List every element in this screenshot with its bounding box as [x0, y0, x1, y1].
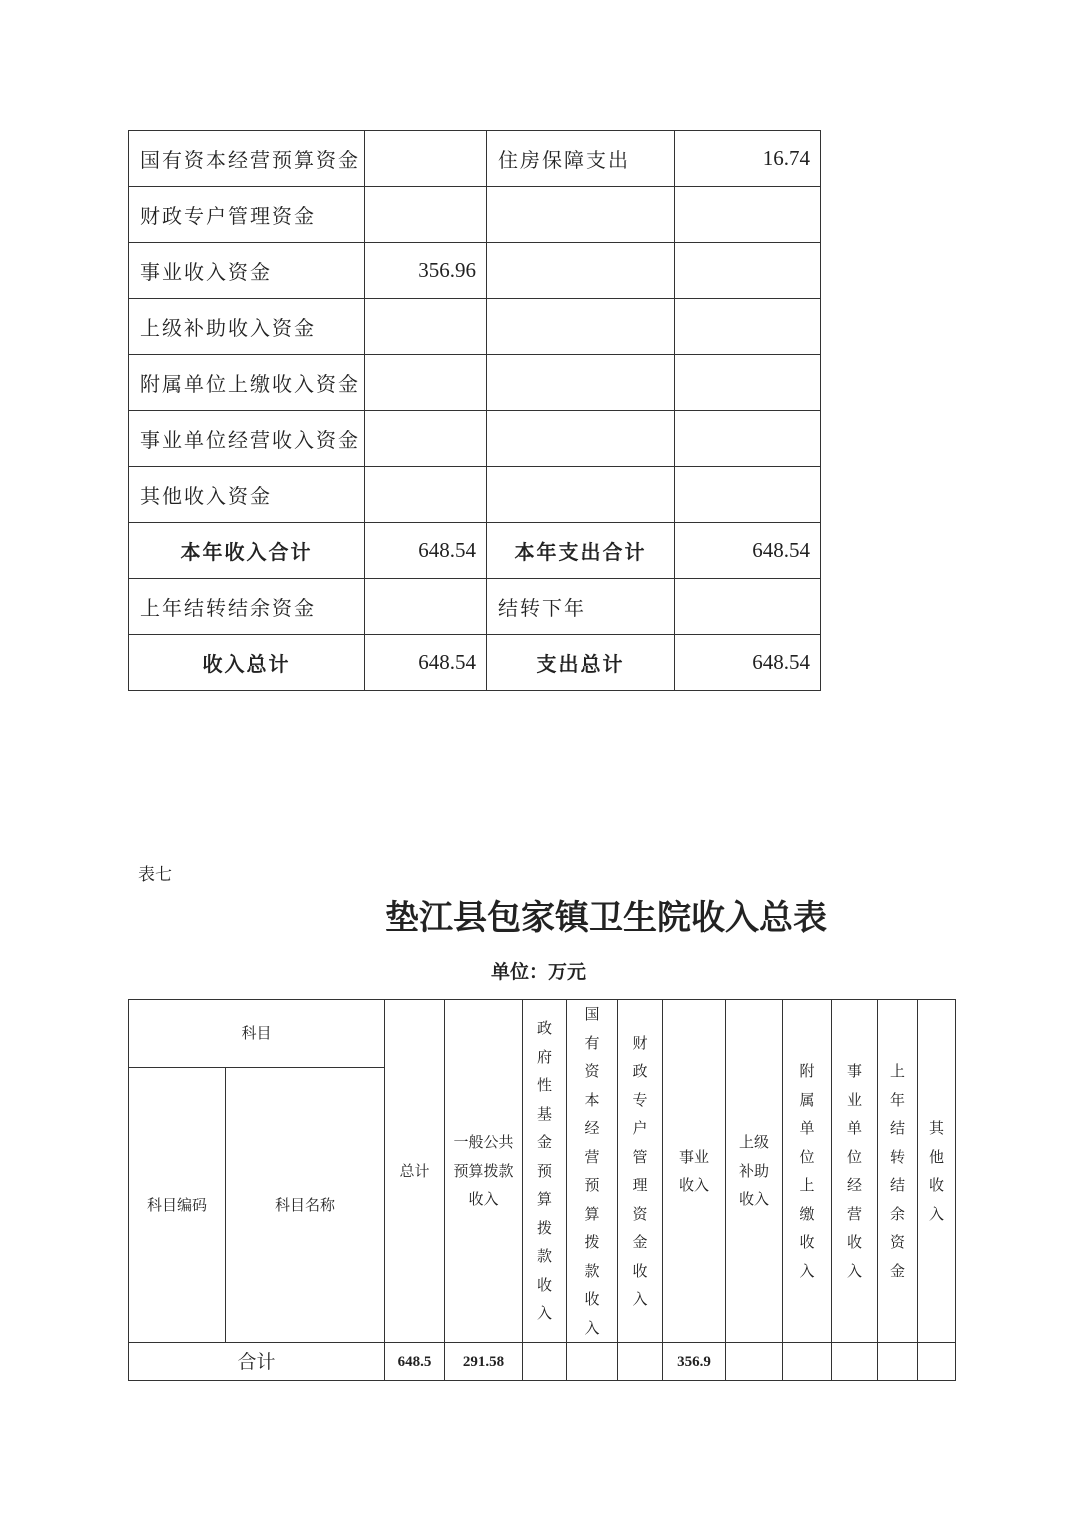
income-item-cell: 国有资本经营预算资金 [129, 131, 365, 187]
table-row [129, 579, 821, 635]
expense-value-cell [675, 579, 821, 635]
expense-item-cell [487, 243, 675, 299]
total-value-cell [726, 1343, 783, 1381]
expense-value-cell [675, 355, 821, 411]
expense-item-cell: 结转下年 [487, 579, 675, 635]
income-value-cell: 648.54 [365, 523, 487, 579]
total-value-cell: 356.9 [663, 1343, 726, 1381]
col-header-gov-fund: 政府性基金预算拨款收入 [523, 1000, 567, 1343]
table-row [129, 187, 821, 243]
table-row [129, 411, 821, 467]
income-value-cell: 356.96 [365, 243, 487, 299]
code-header: 科目编码 [129, 1067, 226, 1342]
expense-value-cell: 16.74 [675, 131, 821, 187]
income-value-cell [365, 187, 487, 243]
table-row [129, 523, 821, 579]
total-value-cell [783, 1343, 832, 1381]
total-value-cell: 291.58 [445, 1343, 523, 1381]
income-item-cell: 本年收入合计 [129, 523, 365, 579]
table-row [129, 243, 821, 299]
total-value-cell [878, 1343, 918, 1381]
total-value-cell [523, 1343, 567, 1381]
income-value-cell [365, 579, 487, 635]
income-item-cell: 事业单位经营收入资金 [129, 411, 365, 467]
total-row-label: 合计 [129, 1343, 385, 1381]
income-item-cell: 附属单位上缴收入资金 [129, 355, 365, 411]
expense-value-cell [675, 467, 821, 523]
table-row [129, 299, 821, 355]
page-title: 垫江县包家镇卫生院收入总表 [385, 898, 827, 938]
col-header-carryover: 上年结转结余资金 [878, 1000, 918, 1343]
expense-item-cell [487, 467, 675, 523]
expense-value-cell [675, 411, 821, 467]
total-value-cell [918, 1343, 956, 1381]
col-header-state-capital: 国有资本经营预算拨款收入 [567, 1000, 618, 1343]
total-value-cell [832, 1343, 878, 1381]
expense-item-cell [487, 187, 675, 243]
expense-item-cell: 支出总计 [487, 635, 675, 691]
income-value-cell [365, 299, 487, 355]
table-row [129, 131, 821, 187]
income-value-cell [365, 355, 487, 411]
subject-header: 科目 [129, 1000, 385, 1068]
income-value-cell: 648.54 [365, 635, 487, 691]
income-value-cell [365, 467, 487, 523]
income-item-cell: 上年结转结余资金 [129, 579, 365, 635]
table-row [129, 635, 821, 691]
expense-value-cell: 648.54 [675, 635, 821, 691]
col-header-general-budget: 一般公共预算拨款收入 [445, 1000, 523, 1343]
expense-value-cell [675, 299, 821, 355]
col-header-superior-subsidy: 上级补助收入 [726, 1000, 783, 1343]
col-header-operating-income: 事业单位经营收入 [832, 1000, 878, 1343]
total-value-cell: 648.5 [385, 1343, 445, 1381]
col-header-other-income: 其他收入 [918, 1000, 956, 1343]
table-number-label: 表七 [138, 865, 172, 885]
expense-item-cell [487, 355, 675, 411]
expense-item-cell: 住房保障支出 [487, 131, 675, 187]
income-expense-summary-table [128, 130, 821, 691]
income-item-cell: 事业收入资金 [129, 243, 365, 299]
col-header-special-account: 财政专户管理资金收入 [618, 1000, 663, 1343]
total-value-cell [618, 1343, 663, 1381]
col-header-total: 总计 [385, 1000, 445, 1343]
expense-value-cell [675, 243, 821, 299]
income-item-cell: 收入总计 [129, 635, 365, 691]
income-item-cell: 上级补助收入资金 [129, 299, 365, 355]
income-item-cell: 其他收入资金 [129, 467, 365, 523]
expense-item-cell [487, 299, 675, 355]
expense-value-cell: 648.54 [675, 523, 821, 579]
expense-item-cell [487, 411, 675, 467]
expense-item-cell: 本年支出合计 [487, 523, 675, 579]
expense-value-cell [675, 187, 821, 243]
unit-label: 单位：万元 [491, 961, 587, 983]
income-value-cell [365, 131, 487, 187]
col-header-affiliated-units: 附属单位上缴收入 [783, 1000, 832, 1343]
income-item-cell: 财政专户管理资金 [129, 187, 365, 243]
col-header-business-income: 事业收入 [663, 1000, 726, 1343]
income-value-cell [365, 411, 487, 467]
name-header: 科目名称 [226, 1067, 385, 1342]
table-row [129, 467, 821, 523]
total-value-cell [567, 1343, 618, 1381]
table-row [129, 355, 821, 411]
income-total-table [128, 999, 956, 1381]
